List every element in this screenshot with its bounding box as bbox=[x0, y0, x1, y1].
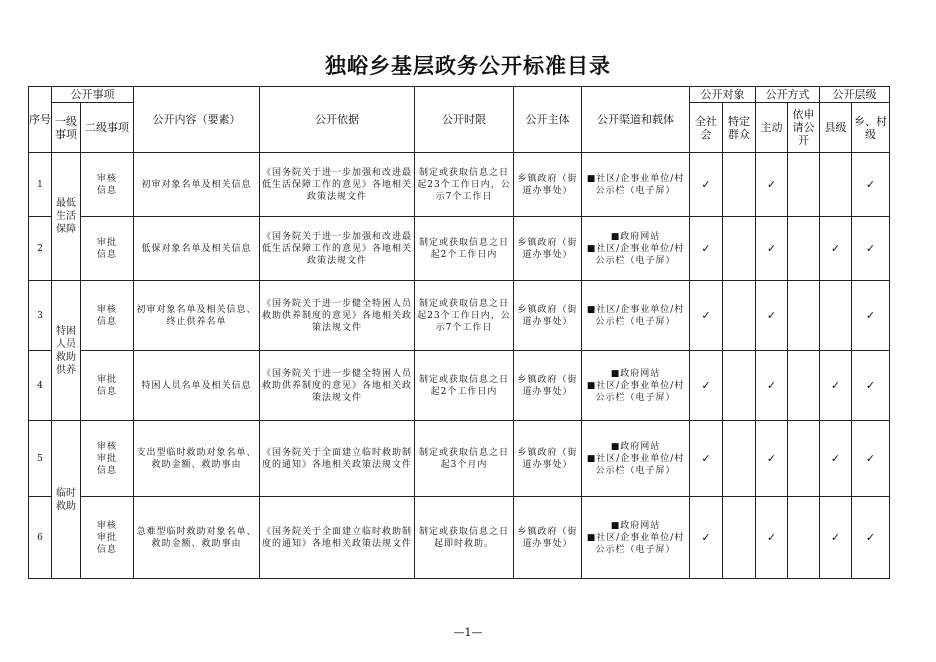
check-mark-county: ✓ bbox=[820, 217, 852, 281]
check-mark-county bbox=[820, 153, 852, 217]
level2-item: 审批 信息 bbox=[81, 351, 134, 421]
check-mark-specific bbox=[723, 217, 756, 281]
table-row bbox=[29, 153, 890, 217]
check-mark-active: ✓ bbox=[756, 351, 788, 421]
channel-cell: ■政府网站 ■社区/企事业单位/村公示栏（电子屏） bbox=[582, 217, 690, 281]
check-mark-request bbox=[788, 153, 820, 217]
check-mark-request bbox=[788, 497, 820, 579]
level2-item: 审核 审批 信息 bbox=[81, 497, 134, 579]
row-number: 6 bbox=[29, 497, 52, 579]
check-mark-active: ✓ bbox=[756, 217, 788, 281]
check-mark-town: ✓ bbox=[852, 281, 890, 351]
header-method-active: 主动 bbox=[756, 103, 788, 153]
table-row bbox=[29, 421, 890, 497]
check-mark-request bbox=[788, 351, 820, 421]
header-audience-specific: 特定群众 bbox=[723, 103, 756, 153]
subject-cell: 乡镇政府（街道办事处） bbox=[514, 351, 582, 421]
table-row bbox=[29, 497, 890, 579]
time-limit-cell: 制定或获取信息之日起23个工作日内，公示7个工作日 bbox=[415, 281, 514, 351]
header-seq: 序号 bbox=[29, 87, 52, 153]
directory-table bbox=[28, 86, 890, 579]
subject-cell: 乡镇政府（街道办事处） bbox=[514, 421, 582, 497]
header-level-town: 乡、村级 bbox=[852, 103, 890, 153]
check-mark-active: ✓ bbox=[756, 421, 788, 497]
header-method-request: 依申请公开 bbox=[788, 103, 820, 153]
content-cell: 急难型临时救助对象名单、救助金额、救助事由 bbox=[134, 497, 260, 579]
page-title: 独峪乡基层政务公开标准目录 bbox=[325, 53, 611, 78]
check-mark-specific bbox=[723, 153, 756, 217]
header-basis: 公开依据 bbox=[260, 87, 415, 153]
header-level-county: 县级 bbox=[820, 103, 852, 153]
check-mark-county bbox=[820, 281, 852, 351]
check-mark-all: ✓ bbox=[690, 153, 723, 217]
check-mark-specific bbox=[723, 351, 756, 421]
check-mark-request bbox=[788, 217, 820, 281]
basis-cell: 《国务院关于进一步加强和改进最低生活保障工作的意见》各地相关政策法规文件 bbox=[260, 217, 415, 281]
check-mark-specific bbox=[723, 497, 756, 579]
basis-cell: 《国务院关于进一步加强和改进最低生活保障工作的意见》各地相关政策法规文件 bbox=[260, 153, 415, 217]
channel-cell: ■社区/企事业单位/村公示栏（电子屏） bbox=[582, 153, 690, 217]
header-time-limit: 公开时限 bbox=[415, 87, 514, 153]
level2-item: 审批 信息 bbox=[81, 217, 134, 281]
content-cell: 支出型临时救助对象名单、救助金额、救助事由 bbox=[134, 421, 260, 497]
check-mark-all: ✓ bbox=[690, 497, 723, 579]
row-number: 3 bbox=[29, 281, 52, 351]
content-cell: 低保对象名单及相关信息 bbox=[134, 217, 260, 281]
level2-item: 审核 信息 bbox=[81, 153, 134, 217]
row-number: 5 bbox=[29, 421, 52, 497]
check-mark-all: ✓ bbox=[690, 217, 723, 281]
header-audience-all: 全社会 bbox=[690, 103, 723, 153]
table-body bbox=[29, 153, 890, 579]
table-row bbox=[29, 217, 890, 281]
table-row bbox=[29, 351, 890, 421]
channel-cell: ■社区/企事业单位/村公示栏（电子屏） bbox=[582, 281, 690, 351]
check-mark-all: ✓ bbox=[690, 281, 723, 351]
check-mark-town: ✓ bbox=[852, 217, 890, 281]
check-mark-active: ✓ bbox=[756, 281, 788, 351]
content-cell: 特困人员名单及相关信息 bbox=[134, 351, 260, 421]
check-mark-town: ✓ bbox=[852, 351, 890, 421]
subject-cell: 乡镇政府（街道办事处） bbox=[514, 153, 582, 217]
check-mark-all: ✓ bbox=[690, 351, 723, 421]
check-mark-active: ✓ bbox=[756, 497, 788, 579]
time-limit-cell: 制定或获取信息之日起3个月内 bbox=[415, 421, 514, 497]
channel-cell: ■政府网站 ■社区/企事业单位/村公示栏（电子屏） bbox=[582, 421, 690, 497]
level2-item: 审核 审批 信息 bbox=[81, 421, 134, 497]
header-level1: 一级事项 bbox=[52, 103, 81, 153]
check-mark-active: ✓ bbox=[756, 153, 788, 217]
level1-item: 特困人员救助供养 bbox=[52, 281, 81, 421]
check-mark-county: ✓ bbox=[820, 497, 852, 579]
header-content: 公开内容（要素） bbox=[134, 87, 260, 153]
level2-item: 审核 信息 bbox=[81, 281, 134, 351]
check-mark-town: ✓ bbox=[852, 153, 890, 217]
check-mark-request bbox=[788, 281, 820, 351]
basis-cell: 《国务院关于进一步健全特困人员救助供养制度的意见》各地相关政策法规文件 bbox=[260, 281, 415, 351]
channel-cell: ■政府网站 ■社区/企事业单位/村公示栏（电子屏） bbox=[582, 351, 690, 421]
header-channel: 公开渠道和载体 bbox=[582, 87, 690, 153]
header-method: 公开方式 bbox=[756, 87, 820, 103]
time-limit-cell: 制定或获取信息之日起2个工作日内 bbox=[415, 351, 514, 421]
basis-cell: 《国务院关于进一步健全特困人员救助供养制度的意见》各地相关政策法规文件 bbox=[260, 351, 415, 421]
content-cell: 初审对象名单及相关信息 bbox=[134, 153, 260, 217]
subject-cell: 乡镇政府（街道办事处） bbox=[514, 281, 582, 351]
row-number: 2 bbox=[29, 217, 52, 281]
level1-item: 最低生活保障 bbox=[52, 153, 81, 281]
basis-cell: 《国务院关于全面建立临时救助制度的通知》各地相关政策法规文件 bbox=[260, 421, 415, 497]
content-cell: 初审对象名单及相关信息、终止供养名单 bbox=[134, 281, 260, 351]
time-limit-cell: 制定或获取信息之日起23个工作日内，公示7个工作日 bbox=[415, 153, 514, 217]
check-mark-specific bbox=[723, 421, 756, 497]
check-mark-county: ✓ bbox=[820, 421, 852, 497]
check-mark-specific bbox=[723, 281, 756, 351]
subject-cell: 乡镇政府（街道办事处） bbox=[514, 497, 582, 579]
check-mark-request bbox=[788, 421, 820, 497]
check-mark-county: ✓ bbox=[820, 351, 852, 421]
check-mark-town: ✓ bbox=[852, 421, 890, 497]
header-audience: 公开对象 bbox=[690, 87, 756, 103]
row-number: 1 bbox=[29, 153, 52, 217]
time-limit-cell: 制定或获取信息之日起2个工作日内 bbox=[415, 217, 514, 281]
check-mark-town: ✓ bbox=[852, 497, 890, 579]
header-level: 公开层级 bbox=[820, 87, 890, 103]
header-level2: 二级事项 bbox=[81, 103, 134, 153]
basis-cell: 《国务院关于全面建立临时救助制度的通知》各地相关政策法规文件 bbox=[260, 497, 415, 579]
time-limit-cell: 制定或获取信息之日起即时救助。 bbox=[415, 497, 514, 579]
header-category: 公开事项 bbox=[52, 87, 134, 103]
row-number: 4 bbox=[29, 351, 52, 421]
level1-item: 临时救助 bbox=[52, 421, 81, 579]
subject-cell: 乡镇政府（街道办事处） bbox=[514, 217, 582, 281]
check-mark-all: ✓ bbox=[690, 421, 723, 497]
table-row bbox=[29, 281, 890, 351]
page-number: —1— bbox=[453, 626, 483, 639]
channel-cell: ■政府网站 ■社区/企事业单位/村公示栏（电子屏） bbox=[582, 497, 690, 579]
header-subject: 公开主体 bbox=[514, 87, 582, 153]
